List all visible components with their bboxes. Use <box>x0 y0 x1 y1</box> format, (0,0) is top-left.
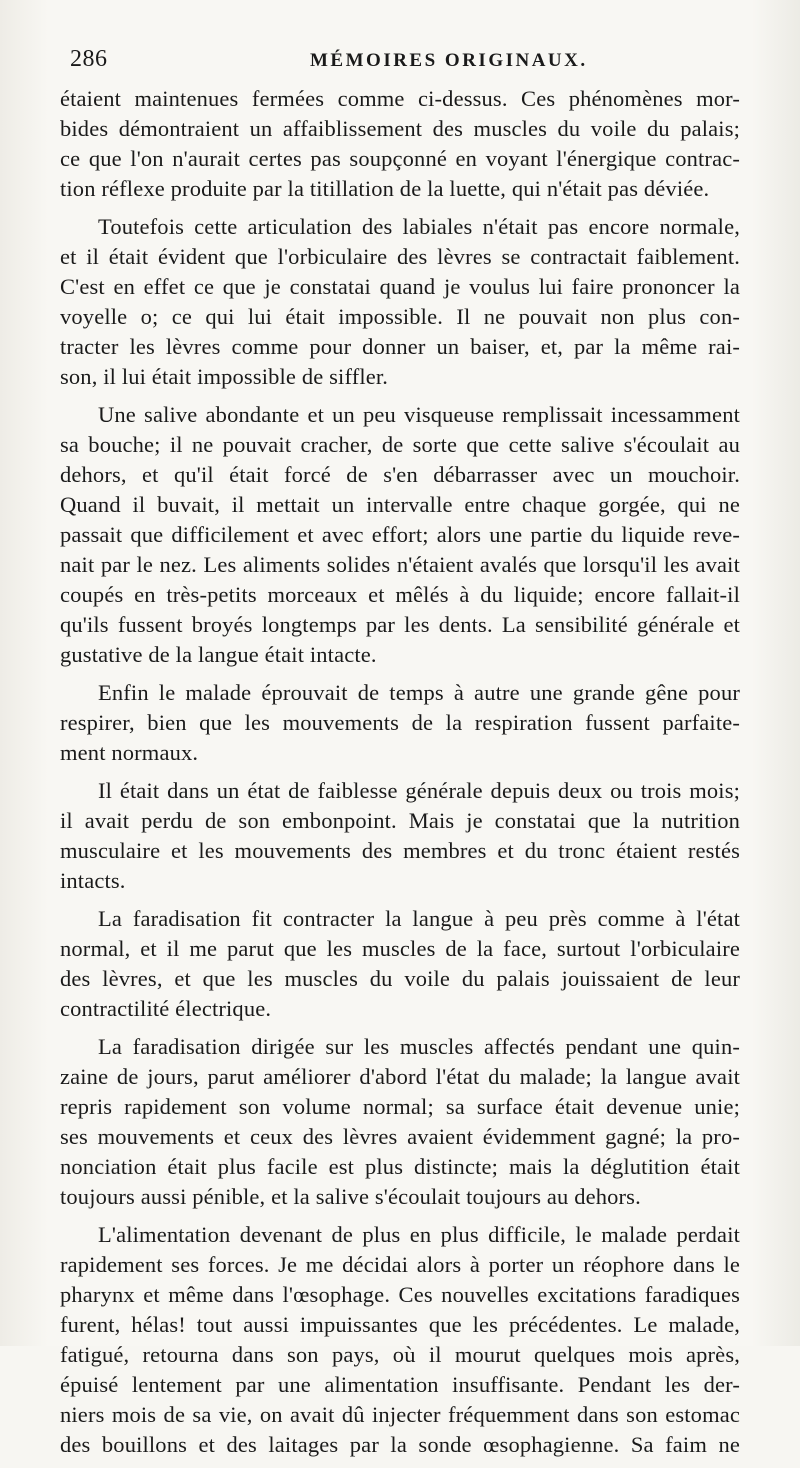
text-line: normal, et il me parut que les muscles de la face, surtout l'orbiculaire <box>60 936 740 961</box>
text-line: La faradisation fit contracter la langue à peu près comme à l'état <box>98 906 740 931</box>
text-line: et il était évident que l'orbiculaire des lèvres se contractait faiblement. <box>60 244 740 269</box>
text-line: qu'ils fussent broyés longtemps par les dents. La sensibilité générale et <box>60 612 740 637</box>
paragraph <box>60 1032 740 1212</box>
text-line: furent, hélas! tout aussi impuissantes que les précédentes. Le malade, <box>60 1312 740 1337</box>
text-line: des bouillons et des laitages par la sonde œsophagienne. Sa faim ne <box>60 1432 740 1457</box>
text-line: toujours aussi pénible, et la salive s'écoulait toujours au dehors. <box>60 1184 641 1209</box>
text-line: contractilité électrique. <box>60 996 272 1021</box>
text-line: nait par le nez. Les aliments solides n'étaient avalés que lorsqu'il les avait <box>60 552 740 577</box>
paragraph <box>60 1220 740 1460</box>
running-head: MÉMOIRES ORIGINAUX. <box>310 50 588 71</box>
text-line: zaine de jours, parut améliorer d'abord l'état du malade; la langue avait <box>60 1064 740 1089</box>
text-line: sa bouche; il ne pouvait cracher, de sorte que cette salive s'écoulait au <box>60 432 740 457</box>
text-line: fatigué, retourna dans son pays, où il mourut quelques mois après, <box>60 1342 740 1367</box>
text-line: Quand il buvait, il mettait un intervalle entre chaque gorgée, qui ne <box>60 492 740 517</box>
text-line: La faradisation dirigée sur les muscles affectés pendant une quin- <box>98 1034 740 1059</box>
text-line: Une salive abondante et un peu visqueuse remplissait incessamment <box>98 402 740 427</box>
paragraph <box>60 776 740 896</box>
page-header <box>70 46 740 80</box>
paragraph <box>60 400 740 670</box>
text-line: pharynx et même dans l'œsophage. Ces nouvelles excitations faradiques <box>60 1282 740 1307</box>
text-line: C'est en effet ce que je constatai quand je voulus lui faire prononcer la <box>60 274 740 299</box>
text-line: L'alimentation devenant de plus en plus difficile, le malade perdait <box>98 1222 740 1247</box>
paragraph <box>60 84 740 204</box>
text-line: respirer, bien que les mouvements de la respiration fussent parfaite- <box>60 710 740 735</box>
paragraph <box>60 904 740 1024</box>
text-line: Toutefois cette articulation des labiales n'était pas encore normale, <box>98 214 740 239</box>
text-line: ment normaux. <box>60 740 199 765</box>
text-line: bides démontraient un affaiblissement des muscles du voile du palais; <box>60 116 740 141</box>
paragraph <box>60 678 740 768</box>
page-number: 286 <box>70 46 108 72</box>
text-line: Il était dans un état de faiblesse générale depuis deux ou trois mois; <box>98 778 740 803</box>
text-line: dehors, et qu'il était forcé de s'en débarrasser avec un mouchoir. <box>60 462 740 487</box>
text-line: tion réflexe produite par la titillation de la luette, qui n'était pas déviée. <box>60 176 710 201</box>
text-line: épuisé lentement par une alimentation insuffisante. Pendant les der- <box>60 1372 740 1397</box>
text-line: ce que l'on n'aurait certes pas soupçonné en voyant l'énergique contrac- <box>60 146 740 171</box>
text-line: coupés en très-petits morceaux et mêlés à du liquide; encore fallait-il <box>60 582 740 607</box>
text-line: passait que difficilement et avec effort; alors une partie du liquide reve- <box>60 522 740 547</box>
text-line: musculaire et les mouvements des membres et du tronc étaient restés <box>60 838 740 863</box>
text-line: son, il lui était impossible de siffler. <box>60 364 389 389</box>
paragraph <box>60 212 740 392</box>
text-line: intacts. <box>60 868 126 893</box>
text-line: il avait perdu de son embonpoint. Mais je constatai que la nutrition <box>60 808 740 833</box>
text-line: repris rapidement son volume normal; sa surface était devenue unie; <box>60 1094 740 1119</box>
text-line: gustative de la langue était intacte. <box>60 642 377 667</box>
text-line: Enfin le malade éprouvait de temps à autre une grande gêne pour <box>98 680 740 705</box>
text-line: ses mouvements et ceux des lèvres avaient évidemment gagné; la pro- <box>60 1124 740 1149</box>
body-text <box>60 84 740 1468</box>
text-line: rapidement ses forces. Je me décidai alors à porter un réophore dans le <box>60 1252 740 1277</box>
text-line: des lèvres, et que les muscles du voile du palais jouissaient de leur <box>60 966 740 991</box>
text-line: voyelle o; ce qui lui était impossible. Il ne pouvait non plus con- <box>60 304 740 329</box>
text-line: étaient maintenues fermées comme ci-dessus. Ces phénomènes mor- <box>60 86 740 111</box>
text-line: tracter les lèvres comme pour donner un baiser, et, par la même rai- <box>60 334 740 359</box>
text-line: nonciation était plus facile est plus distincte; mais la déglutition était <box>60 1154 740 1179</box>
text-line: niers mois de sa vie, on avait dû injecter fréquemment dans son estomac <box>60 1402 740 1427</box>
